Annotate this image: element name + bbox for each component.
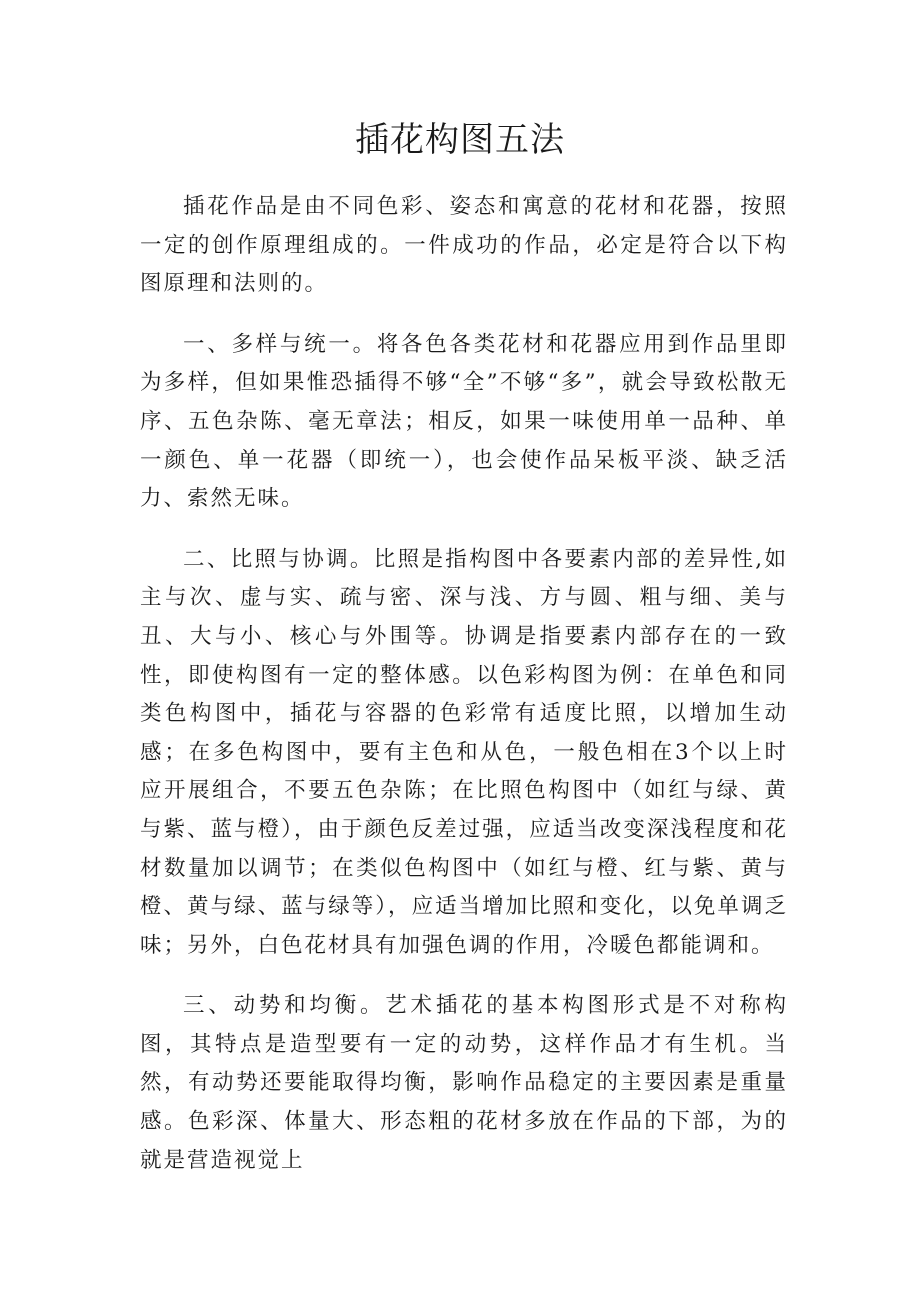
paragraph-contrast-harmony: 二、比照与协调。比照是指构图中各要素内部的差异性,如主与次、虚与实、疏与密、深与浅、方与圆、粗与细、美与丑、大与小、核心与外围等。协调是指要素内部存在的一致性，即使构图有一定的整体感。以色彩构图为例：在单色和同类色构图中，插花与容器的色彩常有适度比照，以增加生动感；在多色构图中，要有主色和从色，一般色相在3个以上时应开展组合，不要五色杂陈；在比照色构图中（如红与绿、黄与紫、蓝与橙），由于颜色反差过强，应适当改变深浅程度和花材数量加以调节；在类似色构图中（如红与橙、红与紫、黄与橙、黄与绿、蓝与绿等），应适当增加比照和变化，以免单调乏味；另外，白色花材具有加强色调的作用，冷暖色都能调和。: [140, 546, 788, 958]
paragraph-momentum-balance: 三、动势和均衡。艺术插花的基本构图形式是不对称构图，其特点是造型要有一定的动势，这样作品才有生机。当然，有动势还要能取得均衡，影响作品稳定的主要因素是重量感。色彩深、体量大、形态粗的花材多放在作品的下部，为的就是营造视觉上: [140, 993, 788, 1173]
document-body: [140, 188, 788, 1202]
document-title: 插花构图五法: [355, 120, 565, 160]
paragraph-intro: 插花作品是由不同色彩、姿态和寓意的花材和花器，按照一定的创作原理组成的。一件成功的作品，必定是符合以下构图原理和法则的。: [140, 194, 788, 297]
paragraph-variety-unity: 一、多样与统一。将各色各类花材和花器应用到作品里即为多样，但如果惟恐插得不够“全”不够“多”，就会导致松散无序、五色杂陈、毫无章法；相反，如果一味使用单一品种、单一颜色、单一花器（即统一），也会使作品呆板平淡、缺乏活力、索然无味。: [140, 331, 788, 512]
